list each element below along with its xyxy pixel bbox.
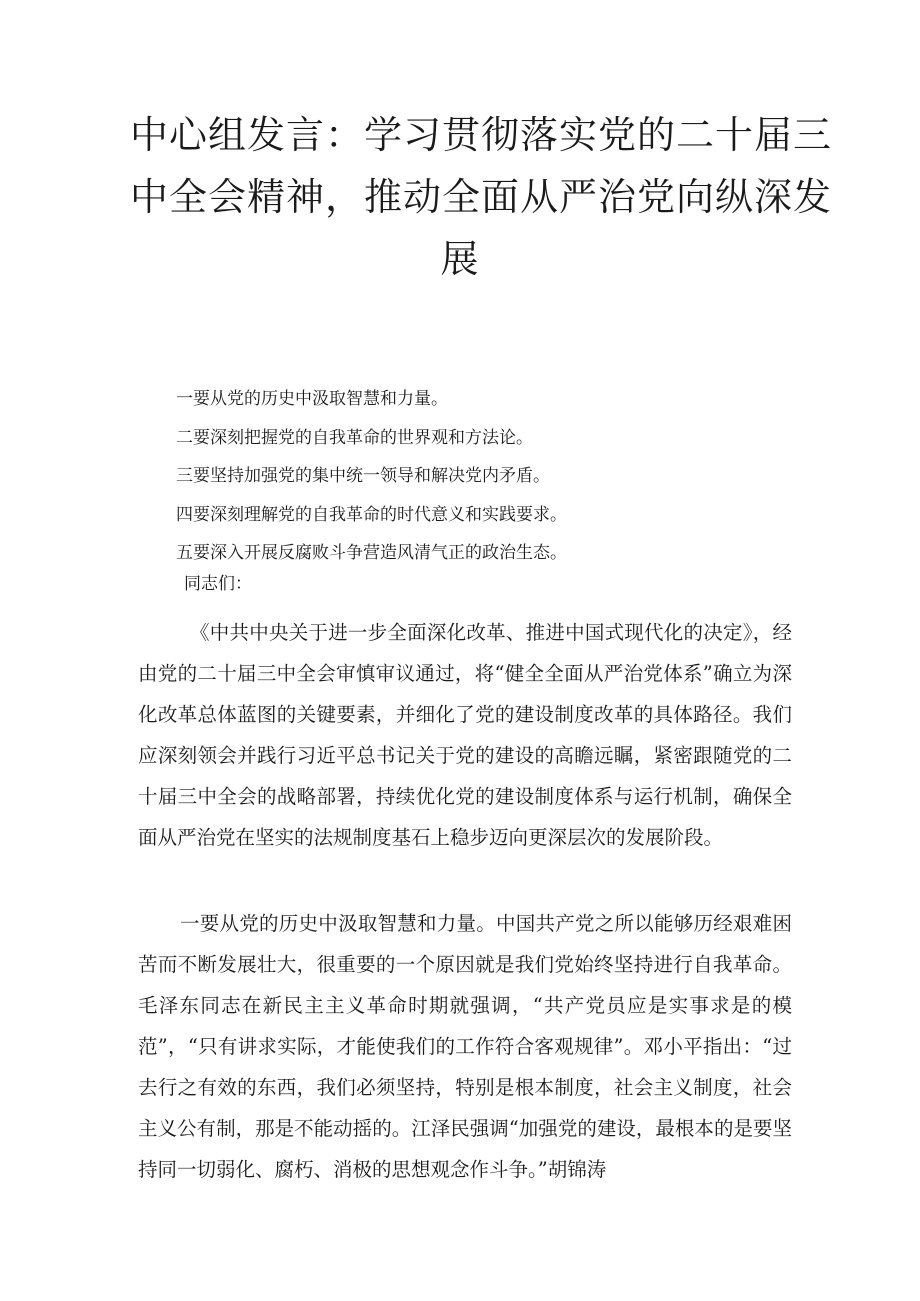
outline-item: 三要坚持加强党的集中统一领导和解决党内矛盾。 [176, 466, 550, 486]
title-line: 展 [440, 237, 480, 281]
outline-list [176, 380, 567, 573]
outline-item: 二要深刻把握党的自我革命的世界观和方法论。 [176, 427, 533, 448]
salutation: 同志们： [184, 574, 252, 594]
outline-item: 一要从党的历史中汲取智慧和力量。 [176, 389, 448, 409]
body-paragraph: 《中共中央关于进一步全面深化改革、推进中国式现代化的决定》，经由党的二十届三中全会审慎审议通过，将“健全全面从严治党体系”确立为深化改革总体蓝图的关键要素，并细化了党的建设制度改革的具体路径。我们应深刻领会并践行习近平总书记关于党的建设的高瞻远瞩，紧密跟随党的二十届三中全会的战略部署，持续优化党的建设制度体系与运行机制，确保全面从严治党在坚实的法规制度基石上稳步迈向更深层次的发展阶段。 [138, 621, 792, 849]
outline-item: 五要深入开展反腐败斗争营造风清气正的政治生态。 [176, 543, 567, 563]
body-paragraph: 一要从党的历史中汲取智慧和力量。中国共产党之所以能够历经艰难困苦而不断发展壮大，很重要的一个原因就是我们党始终坚持进行自我革命。毛泽东同志在新民主主义革命时期就强调，“共产党员应是实事求是的模范”，“只有讲求实际，才能使我们的工作符合客观规律”。邓小平指出：“过去行之有效的东西，我们必须坚持，特别是根本制度，社会主义制度，社会主义公有制，那是不能动摇的。江泽民强调“加强党的建设，最根本的是要坚持同一切弱化、腐朽、消极的思想观念作斗争。”胡锦涛 [138, 912, 792, 1181]
document-title [130, 104, 833, 290]
title-line: 中心组发言：学习贯彻落实党的二十届三 [130, 113, 833, 157]
title-line: 中全会精神，推动全面从严治党向纵深发 [130, 175, 833, 219]
outline-item: 四要深刻理解党的自我革命的时代意义和实践要求。 [176, 504, 567, 525]
